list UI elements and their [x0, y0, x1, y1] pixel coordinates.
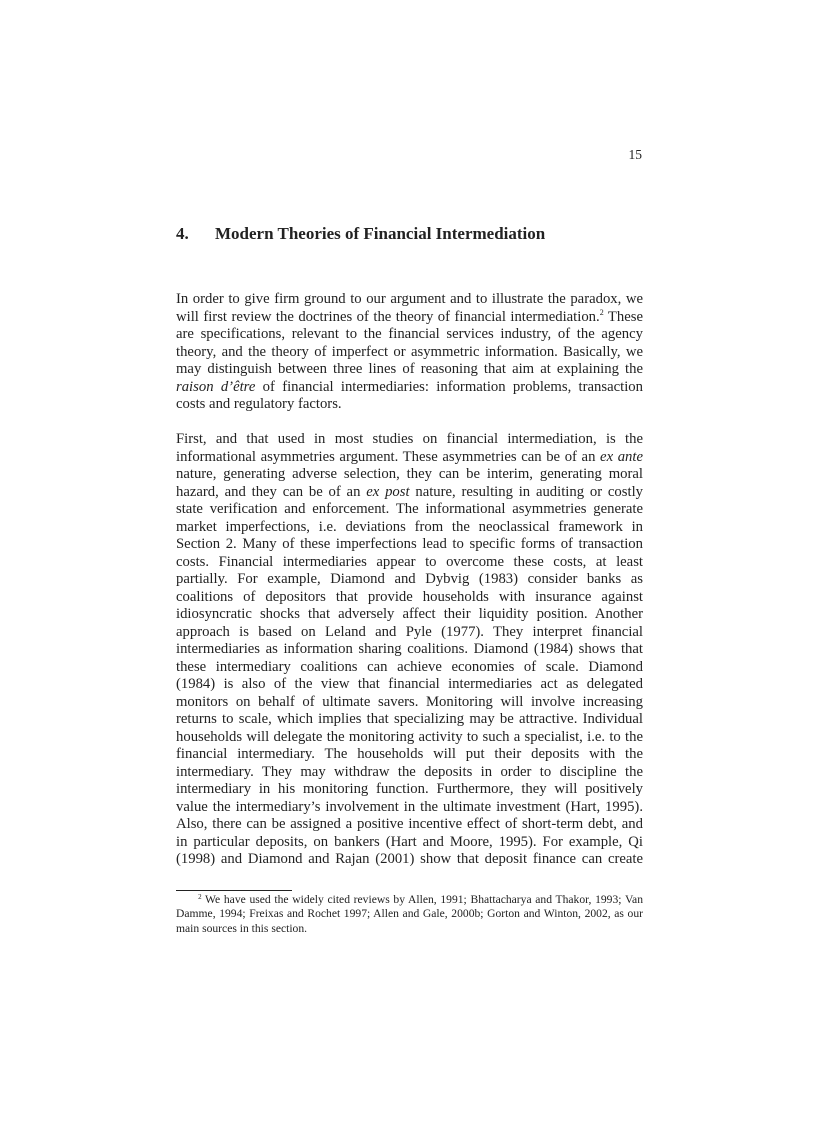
text-segment: intermediary. They may withdraw the deposits in order to discipline the	[176, 763, 643, 780]
text-line	[176, 309, 643, 327]
paragraph-informational-asymmetries	[176, 431, 643, 869]
section-number: 4.	[176, 224, 189, 243]
text-segment: returns to scale, which implies that specializing may be attractive. Individual	[176, 711, 643, 727]
text-line	[176, 396, 643, 414]
text-segment: theory, and the theory of imperfect or asymmetric information. Basically, we	[176, 343, 643, 360]
footnote-marker: 2	[599, 307, 604, 317]
text-line	[176, 291, 643, 309]
text-segment: may distinguish between three lines of reasoning that aim at explaining the	[176, 361, 643, 377]
text-segment: Damme, 1994; Freixas and Rochet 1997; Allen and Gale, 2000b; Gorton and Winton, 2002, as our	[176, 907, 643, 921]
italic-text: ex ante	[600, 448, 643, 465]
text-line	[176, 606, 643, 624]
text-segment: (1984) is also of the view that financial intermediaries act as delegated	[176, 676, 643, 692]
text-segment: these intermediary coalitions can achieve economies of scale. Diamond	[176, 658, 643, 675]
text-line	[176, 746, 643, 764]
page-number: 15	[628, 147, 642, 162]
text-line	[176, 816, 643, 834]
text-line	[176, 326, 643, 344]
text-line	[176, 554, 643, 572]
text-line	[176, 519, 643, 537]
text-line	[176, 764, 643, 782]
text-line	[176, 922, 643, 936]
italic-text: ex post	[366, 483, 410, 500]
text-segment: hazard, and they can be of an	[176, 483, 367, 500]
text-line	[176, 624, 643, 642]
text-line	[176, 379, 643, 397]
text-segment: In order to give firm ground to our argument and to illustrate the paradox, we	[176, 291, 643, 307]
section-title: Modern Theories of Financial Intermediation	[215, 224, 546, 243]
text-line	[176, 781, 643, 799]
text-segment: state verification and enforcement. The informational asymmetries generate	[176, 501, 643, 517]
text-segment: of financial intermediaries: information problems, transaction	[255, 378, 643, 395]
text-segment: partially. For example, Diamond and Dybvig (1983) consider banks as	[176, 571, 643, 587]
text-line	[176, 431, 643, 449]
text-segment: (1998) and Diamond and Rajan (2001) show that deposit finance can create	[176, 851, 643, 867]
text-segment	[176, 893, 198, 906]
text-line	[176, 851, 643, 869]
text-segment: intermediaries as information sharing coalitions. Diamond (1984) shows that	[176, 641, 643, 657]
text-line	[176, 484, 643, 502]
text-segment: Also, there can be assigned a positive incentive effect of short-term debt, and	[176, 816, 643, 832]
text-segment: in particular deposits, on bankers (Hart and Moore, 1995). For example, Qi	[176, 833, 643, 850]
text-segment: will first review the doctrines of the theory of financial intermediation.	[176, 308, 600, 325]
text-segment: nature, resulting in auditing or costly	[409, 483, 643, 500]
text-segment: coalitions of depositors that provide households with insurance against	[176, 588, 643, 605]
text-line	[176, 729, 643, 747]
text-line	[176, 893, 643, 907]
text-segment: idiosyncratic shocks that adversely affect their liquidity position. Another	[176, 606, 643, 622]
text-segment: households will delegate the monitoring activity to such a specialist, i.e. to the	[176, 728, 643, 745]
text-line	[176, 659, 643, 677]
text-segment: These	[603, 308, 643, 325]
footnote	[176, 893, 643, 936]
text-line	[176, 361, 643, 379]
text-line	[176, 344, 643, 362]
text-line	[176, 799, 643, 817]
text-segment: costs. Financial intermediaries appear to overcome these costs, at least	[176, 553, 643, 570]
text-line	[176, 711, 643, 729]
italic-text: raison d’être	[176, 378, 256, 395]
text-segment: monitors on behalf of ultimate savers. Monitoring will involve increasing	[176, 693, 643, 710]
text-segment: informational asymmetries argument. These asymmetries can be of an	[176, 448, 601, 465]
text-segment: market imperfections, i.e. deviations from the neoclassical framework in	[176, 518, 643, 535]
text-line	[176, 571, 643, 589]
text-segment: intermediary in his monitoring function. Furthermore, they will positively	[176, 781, 643, 797]
text-segment: costs and regulatory factors.	[176, 396, 342, 412]
text-line	[176, 466, 643, 484]
text-segment: nature, generating adverse selection, they can be interim, generating moral	[176, 466, 643, 482]
text-line	[176, 694, 643, 712]
text-line	[176, 834, 643, 852]
text-segment: First, and that used in most studies on financial intermediation, is the	[176, 431, 643, 447]
text-line	[176, 589, 643, 607]
text-line	[176, 676, 643, 694]
text-segment: financial intermediary. The households will put their deposits with the	[176, 746, 643, 762]
text-line	[176, 449, 643, 467]
text-segment: We have used the widely cited reviews by Allen, 1991; Bhattacharya and Thakor, 1993; Van	[201, 893, 643, 906]
text-line	[176, 536, 643, 554]
text-line	[176, 907, 643, 921]
text-segment: main sources in this section.	[176, 921, 308, 935]
text-segment: Section 2. Many of these imperfections lead to specific forms of transaction	[176, 536, 643, 552]
footnote-marker: 2	[198, 893, 202, 901]
footnote-divider	[176, 890, 292, 891]
text-line	[176, 501, 643, 519]
text-segment: value the intermediary’s involvement in the ultimate investment (Hart, 1995).	[176, 798, 643, 815]
paragraph-intro	[176, 291, 643, 414]
text-segment: are specifications, relevant to the financial services industry, of the agency	[176, 326, 643, 342]
text-line	[176, 641, 643, 659]
text-segment: approach is based on Leland and Pyle (1977). They interpret financial	[176, 623, 643, 640]
